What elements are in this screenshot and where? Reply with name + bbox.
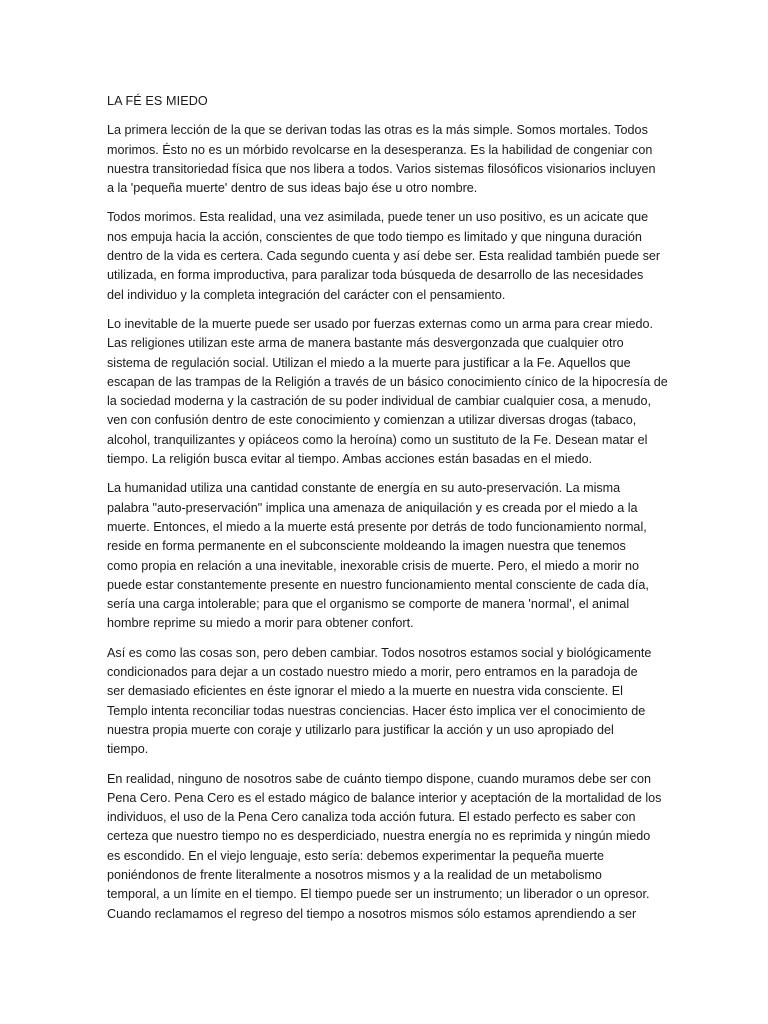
text-line: utilizada, en forma improductiva, para paralizar toda búsqueda de desarrollo de las necesidades: [107, 268, 644, 283]
text-line: la sociedad moderna y la castración de su poder individual de cambiar cualquier cosa, a menudo,: [107, 394, 651, 409]
text-line: nuestra transitoriedad física que nos libera a todos. Varios sistemas filosóficos visionarios incluyen: [107, 161, 656, 176]
text-line: poniéndonos de frente literalmente a nosotros mismos y a la realidad de un metabolismo: [107, 867, 602, 882]
text-line: condicionados para dejar a un costado nuestro miedo a morir, pero entramos en la paradoja de: [107, 665, 638, 680]
text-line: hombre reprime su miedo a morir para obtener confort.: [107, 616, 414, 631]
text-line: La humanidad utiliza una cantidad constante de energía en su auto-preservación. La misma: [107, 481, 621, 496]
text-line: certeza que nuestro tiempo no es desperdiciado, nuestra energía no es reprimida y ningún miedo: [107, 829, 651, 844]
text-line: Pena Cero. Pena Cero es el estado mágico de balance interior y aceptación de la mortalidad de los: [107, 790, 662, 805]
text-line: La primera lección de la que se derivan todas las otras es la más simple. Somos mortales. Todos: [107, 123, 648, 138]
document-page: [107, 92, 668, 934]
text-line: es escondido. En el viejo lenguaje, esto sería: debemos experimentar la pequeña muerte: [107, 848, 605, 863]
text-line: alcohol, tranquilizantes y opiáceos como la heroína) como un sustituto de la Fe. Desean matar el: [107, 432, 648, 447]
body-paragraph: [107, 208, 663, 304]
text-line: palabra "auto-preservación" implica una amenaza de aniquilación y es creada por el miedo a la: [107, 500, 638, 515]
body-paragraph: [107, 121, 663, 198]
text-line: temporal, a un límite en el tiempo. El tiempo puede ser un instrumento; un liberador o un opresor.: [107, 887, 650, 902]
body-paragraph: [107, 770, 663, 924]
text-line: sistema de regulación social. Utilizan el miedo a la muerte para justificar a la Fe. Aquellos que: [107, 355, 631, 370]
text-line: del individuo y la completa integración del carácter con el pensamiento.: [107, 287, 506, 302]
document-title: LA FÉ ES MIEDO: [107, 94, 208, 108]
body-paragraph: [107, 315, 668, 469]
body-paragraph: [107, 644, 663, 760]
text-line: Lo inevitable de la muerte puede ser usado por fuerzas externas como un arma para crear miedo.: [107, 316, 654, 331]
text-line: muerte. Entonces, el miedo a la muerte está presente por detrás de todo funcionamiento normal,: [107, 519, 647, 534]
text-line: dentro de la vida es certera. Cada segundo cuenta y así debe ser. Esta realidad también puede ser: [107, 249, 661, 264]
body-paragraph: [107, 479, 663, 633]
text-line: En realidad, ninguno de nosotros sabe de cuánto tiempo dispone, cuando muramos debe ser con: [107, 771, 651, 786]
text-line: tiempo. La religión busca evitar al tiempo. Ambas acciones están basadas en el miedo.: [107, 452, 593, 467]
text-line: Las religiones utilizan este arma de manera bastante más desvergonzada que cualquier otro: [107, 336, 624, 351]
text-line: tiempo.: [107, 742, 149, 757]
text-line: nos empuja hacia la acción, conscientes de que todo tiempo es limitado y que ninguna duración: [107, 229, 642, 244]
text-line: sería una carga intolerable; para que el organismo se comporte de manera 'normal', el animal: [107, 597, 630, 612]
text-line: escapan de las trampas de la Religión a través de un básico conocimiento cínico de la hipocresía de: [107, 374, 668, 389]
document-body: [107, 121, 668, 924]
text-line: ser demasiado eficientes en éste ignorar el miedo a la muerte en nuestra vida consciente. El: [107, 684, 623, 699]
text-line: Cuando reclamamos el regreso del tiempo a nosotros mismos sólo estamos aprendiendo a ser: [107, 906, 637, 921]
text-line: Templo intenta reconciliar todas nuestras conciencias. Hacer ésto implica ver el conocimiento de: [107, 703, 646, 718]
text-line: a la 'pequeña muerte' dentro de sus ideas bajo ése u otro nombre.: [107, 181, 478, 196]
text-line: Todos morimos. Esta realidad, una vez asimilada, puede tener un uso positivo, es un acicate que: [107, 210, 649, 225]
text-line: individuos, el uso de la Pena Cero canaliza toda acción futura. El estado perfecto es saber con: [107, 810, 636, 825]
text-line: puede estar constantemente presente en nuestro funcionamiento mental consciente de cada día,: [107, 577, 649, 592]
text-line: Así es como las cosas son, pero deben cambiar. Todos nosotros estamos social y biológicamente: [107, 645, 652, 660]
text-line: como propia en relación a una inevitable, inexorable crisis de muerte. Pero, el miedo a morir no: [107, 558, 640, 573]
text-line: reside en forma permanente en el subconsciente moldeando la imagen nuestra que tenemos: [107, 539, 626, 554]
text-line: ven con confusión dentro de este conocimiento y comienzan a utilizar diversas drogas (tabaco,: [107, 413, 637, 428]
text-line: nuestra propia muerte con coraje y utilizarlo para justificar la acción y un uso apropiado del: [107, 722, 614, 737]
text-line: morimos. Ésto no es un mórbido revolcarse en la desesperanza. Es la habilidad de congeniar con: [107, 142, 653, 157]
